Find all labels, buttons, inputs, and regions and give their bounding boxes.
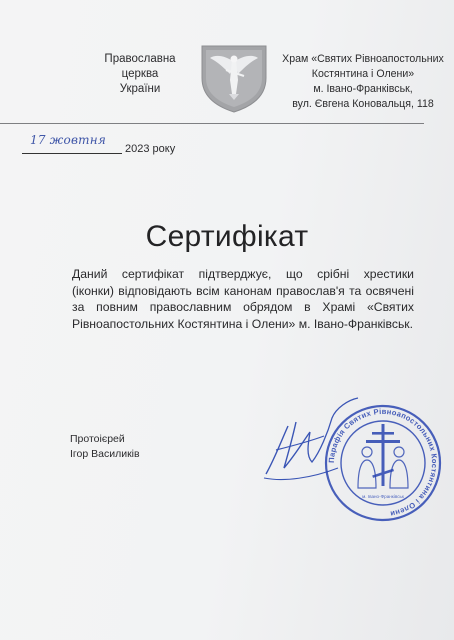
- church-stamp: [322, 402, 444, 524]
- body-line: (іконки) відповідають всім канонам православ'я та освячені: [72, 283, 414, 298]
- signer-name: Ігор Василиків: [70, 448, 140, 460]
- certificate-body: [72, 266, 414, 333]
- body-line: за повним православним обрядом в Храмі «Святих: [72, 300, 414, 315]
- stamp-outer-text: Парафія Святих Рівноапостольних Костянтина і Олени: [326, 406, 440, 519]
- certificate-title: Сертифікат: [145, 220, 309, 253]
- handwritten-date: 17 жовтня: [30, 133, 106, 147]
- temple-address-line: м. Івано-Франківськ,: [313, 83, 413, 95]
- temple-address-line: Костянтина і Олени»: [311, 68, 415, 80]
- header-divider: [0, 123, 424, 124]
- signer-position: Протоієрей: [70, 433, 125, 445]
- church-name-line: Православна: [104, 53, 176, 65]
- church-name-line: церква: [121, 68, 159, 80]
- temple-address-line: Храм «Святих Рівноапостольних: [282, 53, 444, 65]
- archangel-shield-icon: [196, 40, 272, 116]
- signer-block: [70, 432, 140, 462]
- stamp-inner-text: м. Івано-Франківськ: [362, 494, 404, 499]
- temple-address-line: вул. Євгена Коновальця, 118: [292, 98, 434, 110]
- church-name-line: України: [119, 83, 161, 95]
- date-year: 2023 року: [125, 143, 176, 155]
- temple-address-block: [268, 52, 454, 112]
- church-name-block: [70, 52, 210, 97]
- body-line: Рівноапостольних Костянтина і Олени» м. Івано-Франківськ.: [72, 317, 414, 332]
- body-line: Даний сертифікат підтверджує, що срібні хрестики: [72, 267, 414, 281]
